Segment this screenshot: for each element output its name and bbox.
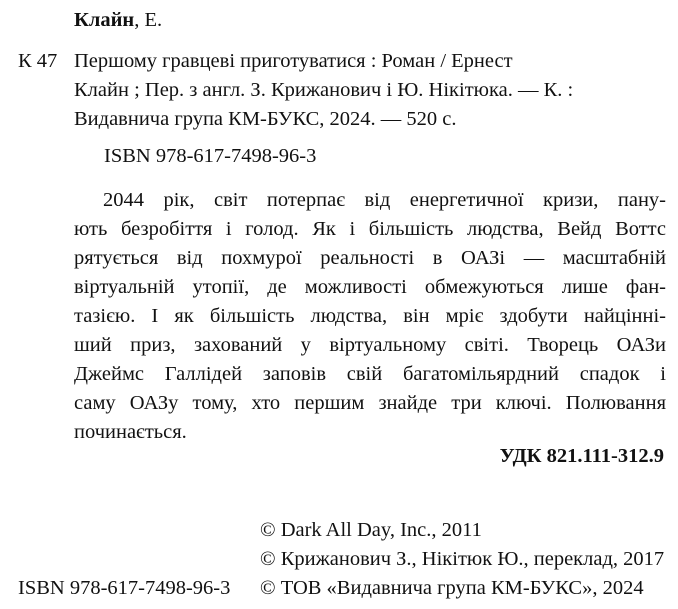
annotation-line: тазією. І як більшість людства, він мріє здобути найцінні- (74, 305, 666, 327)
annotation-line: починається. (74, 421, 187, 443)
annotation-line: 2044 рік, світ потерпає від енергетичної кризи, пану- (103, 189, 666, 211)
bibliographic-description (74, 47, 664, 134)
annotation-line: ший приз, захований у віртуальному світі. Творець ОАЗи (74, 334, 666, 356)
catalog-code: К 47 (18, 50, 58, 72)
annotation-line: рятується від похмурої реальності в ОАЗі — масштабній (74, 247, 666, 269)
author-heading (74, 6, 162, 35)
biblio-line: Першому гравцеві приготуватися : Роман / Ернест (74, 50, 513, 72)
copyright-line: © Крижанович З., Нікітюк Ю., переклад, 2017 (260, 548, 665, 570)
isbn-bottom: ISBN 978-617-7498-96-3 (18, 577, 231, 599)
annotation-line: ють безробіття і голод. Як і більшість людства, Вейд Воттс (74, 218, 666, 240)
copyright-line: © ТОВ «Видавнича група КМ-БУКС», 2024 (260, 577, 644, 599)
author-initial: , Е. (134, 9, 163, 31)
annotation-line: саму ОАЗу тому, хто першим знайде три ключі. Полювання (74, 392, 666, 414)
copyright-line: © Dark All Day, Inc., 2011 (260, 519, 482, 541)
annotation-line: віртуальній утопії, де можливості обмежуються лише фан- (74, 276, 666, 298)
biblio-line: Видавнича група КМ-БУКС, 2024. — 520 с. (74, 108, 457, 130)
udc-code: УДК 821.111-312.9 (499, 445, 664, 467)
biblio-line: Клайн ; Пер. з англ. З. Крижанович і Ю. Нікітюка. — К. : (74, 79, 574, 101)
copyright-block (260, 516, 664, 603)
annotation (74, 186, 666, 447)
annotation-line: Джеймс Галлідей заповів свій багатомільярдний спадок і (74, 363, 666, 385)
isbn: ISBN 978-617-7498-96-3 (104, 145, 317, 167)
author-surname: Клайн (74, 9, 135, 31)
